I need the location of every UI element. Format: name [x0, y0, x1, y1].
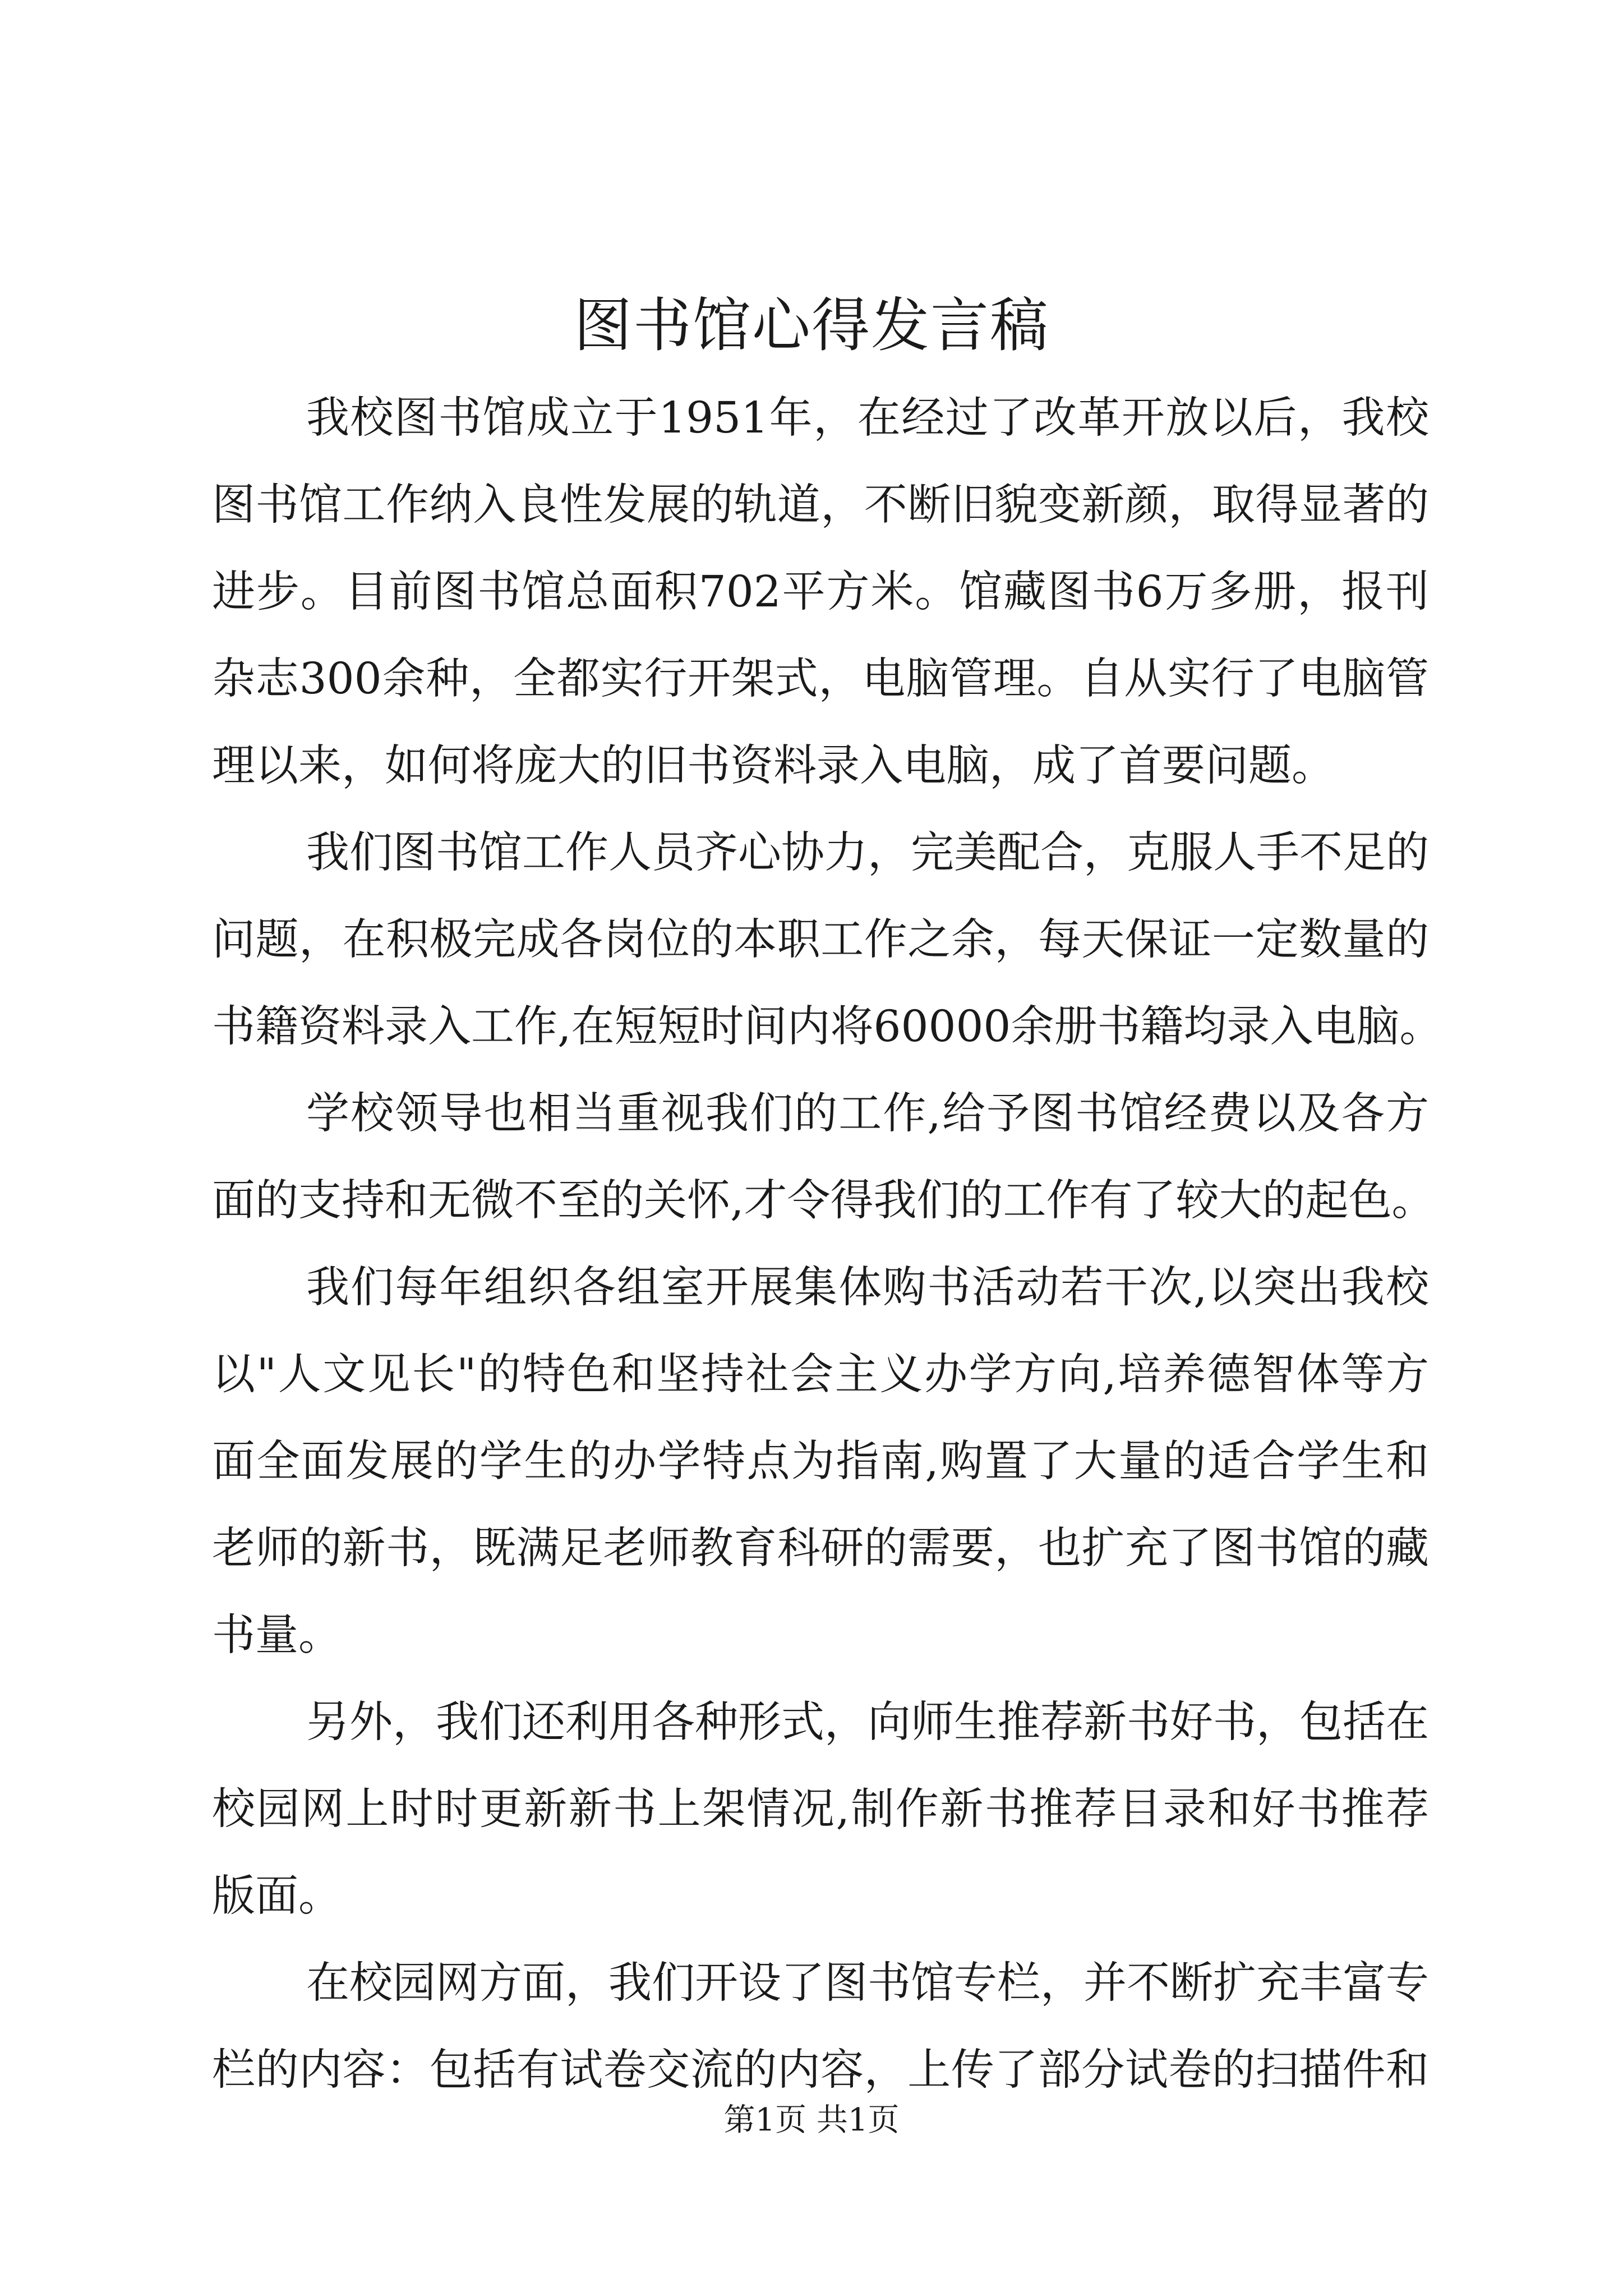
text-line: 以"人文见长"的特色和坚持社会主义办学方向,培养德智体等方 [212, 1350, 1429, 1400]
text-line: 我们图书馆工作人员齐心协力，完美配合，克服人手不足的 [306, 828, 1429, 878]
text-line: 理以来，如何将庞大的旧书资料录入电脑，成了首要问题。 [212, 741, 1335, 791]
text-line: 我校图书馆成立于1951年，在经过了改革开放以后，我校 [306, 393, 1429, 443]
text-line: 校园网上时时更新新书上架情况,制作新书推荐目录和好书推荐 [212, 1784, 1429, 1834]
text-line: 面的支持和无微不至的关怀,才令得我们的工作有了较大的起色。 [212, 1176, 1435, 1226]
text-line: 另外，我们还利用各种形式，向师生推荐新书好书，包括在 [306, 1697, 1429, 1747]
text-line: 我们每年组织各组室开展集体购书活动若干次,以突出我校 [306, 1263, 1429, 1313]
text-line: 版面。 [212, 1871, 342, 1921]
text-line: 进步。目前图书馆总面积702平方米。馆藏图书6万多册，报刊 [212, 567, 1429, 617]
text-line: 书量。 [212, 1611, 342, 1660]
text-line: 面全面发展的学生的办学特点为指南,购置了大量的适合学生和 [212, 1437, 1429, 1487]
document-body [212, 375, 1443, 2114]
text-line: 问题，在积极完成各岗位的本职工作之余，每天保证一定数量的 [212, 915, 1429, 965]
document-title: 图书馆心得发言稿 [573, 291, 1049, 360]
text-line: 在校园网方面，我们开设了图书馆专栏，并不断扩充丰富专 [306, 1958, 1429, 2008]
page-footer: 第1页 共1页 [723, 2102, 900, 2138]
text-line: 图书馆工作纳入良性发展的轨道，不断旧貌变新颜，取得显著的 [212, 480, 1429, 530]
text-line: 学校领导也相当重视我们的工作,给予图书馆经费以及各方 [306, 1089, 1429, 1139]
text-line: 书籍资料录入工作,在短短时间内将60000余册书籍均录入电脑。 [212, 1002, 1443, 1052]
text-line: 杂志300余种，全都实行开架式，电脑管理。自从实行了电脑管 [212, 654, 1429, 704]
text-line: 栏的内容：包括有试卷交流的内容，上传了部分试卷的扫描件和 [212, 2045, 1429, 2095]
text-line: 老师的新书，既满足老师教育科研的需要，也扩充了图书馆的藏 [212, 1524, 1429, 1573]
